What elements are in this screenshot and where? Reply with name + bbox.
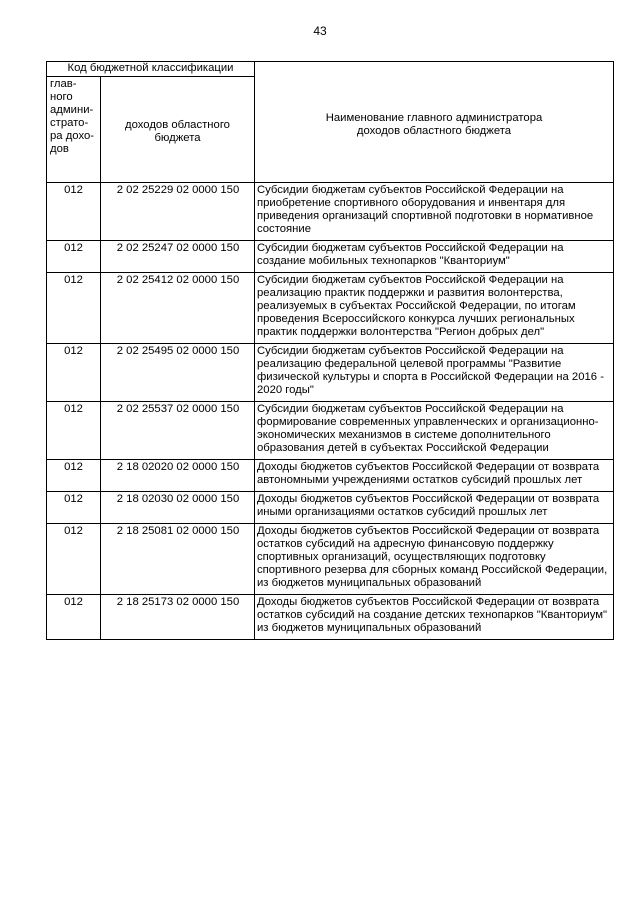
table-row — [47, 273, 614, 344]
income-code-cell: 2 18 02020 02 0000 150 — [101, 460, 255, 492]
page-number: 43 — [313, 24, 327, 38]
income-code-cell: 2 02 25412 02 0000 150 — [101, 273, 255, 344]
table-row — [47, 344, 614, 402]
income-name-cell: Субсидии бюджетам субъектов Российской Федерации на создание мобильных технопарков "Кванториум" — [255, 241, 614, 273]
income-name-cell: Субсидии бюджетам субъектов Российской Федерации на реализацию практик поддержки и развития волонтерства, реализуемых в субъектах Российской Федерации, по итогам проведения Всероссийского конкурса лучших региональных практик поддержки волонтерства "Регион добрых дел" — [255, 273, 614, 344]
income-name-cell: Субсидии бюджетам субъектов Российской Федерации на формирование современных управленческих и организационно-экономических механизмов в системе дополнительного образования детей в субъектах Российской Федерации — [255, 402, 614, 460]
income-code-cell: 2 18 02030 02 0000 150 — [101, 492, 255, 524]
table-row — [47, 183, 614, 241]
income-name-cell: Субсидии бюджетам субъектов Российской Федерации на приобретение спортивного оборудования и инвентаря для приведения организаций спортивной подготовки в нормативное состояние — [255, 183, 614, 241]
table-row — [47, 524, 614, 595]
admin-code-cell: 012 — [47, 492, 101, 524]
admin-code-cell: 012 — [47, 273, 101, 344]
table-header-group-row — [47, 62, 614, 77]
income-code-cell: 2 02 25495 02 0000 150 — [101, 344, 255, 402]
table-row — [47, 460, 614, 492]
admin-code-cell: 012 — [47, 402, 101, 460]
admin-code-cell: 012 — [47, 595, 101, 640]
admin-code-cell: 012 — [47, 344, 101, 402]
header-administrator-name: Наименование главного администратора доходов областного бюджета — [255, 62, 614, 183]
income-code-cell: 2 02 25537 02 0000 150 — [101, 402, 255, 460]
header-budget-classification-code: Код бюджетной классификации — [47, 62, 255, 77]
admin-code-cell: 012 — [47, 460, 101, 492]
header-regional-income-code: доходов областного бюджета — [101, 77, 255, 183]
admin-code-cell: 012 — [47, 183, 101, 241]
admin-code-cell: 012 — [47, 241, 101, 273]
table-row — [47, 241, 614, 273]
income-name-cell: Доходы бюджетов субъектов Российской Федерации от возврата автономными учреждениями остатков субсидий прошлых лет — [255, 460, 614, 492]
budget-classification-table — [46, 61, 614, 640]
income-name-cell: Доходы бюджетов субъектов Российской Федерации от возврата иными организациями остатков субсидий прошлых лет — [255, 492, 614, 524]
header-main-administrator: глав- ного админи- страто- ра дохо- дов — [47, 77, 101, 183]
income-code-cell: 2 18 25173 02 0000 150 — [101, 595, 255, 640]
income-name-cell: Доходы бюджетов субъектов Российской Федерации от возврата остатков субсидий на адресную финансовую поддержку спортивных организаций, осуществляющих подготовку спортивного резерва для сборных команд Российской Федерации, из бюджетов муниципальных образований — [255, 524, 614, 595]
income-name-cell: Субсидии бюджетам субъектов Российской Федерации на реализацию федеральной целевой программы "Развитие физической культуры и спорта в Российской Федерации на 2016 - 2020 годы" — [255, 344, 614, 402]
income-code-cell: 2 02 25229 02 0000 150 — [101, 183, 255, 241]
table-row — [47, 595, 614, 640]
table-row — [47, 402, 614, 460]
income-code-cell: 2 02 25247 02 0000 150 — [101, 241, 255, 273]
table-body — [47, 183, 614, 640]
income-code-cell: 2 18 25081 02 0000 150 — [101, 524, 255, 595]
admin-code-cell: 012 — [47, 524, 101, 595]
table-row — [47, 492, 614, 524]
income-name-cell: Доходы бюджетов субъектов Российской Федерации от возврата остатков субсидий на создание детских технопарков "Кванториум" из бюджетов муниципальных образований — [255, 595, 614, 640]
